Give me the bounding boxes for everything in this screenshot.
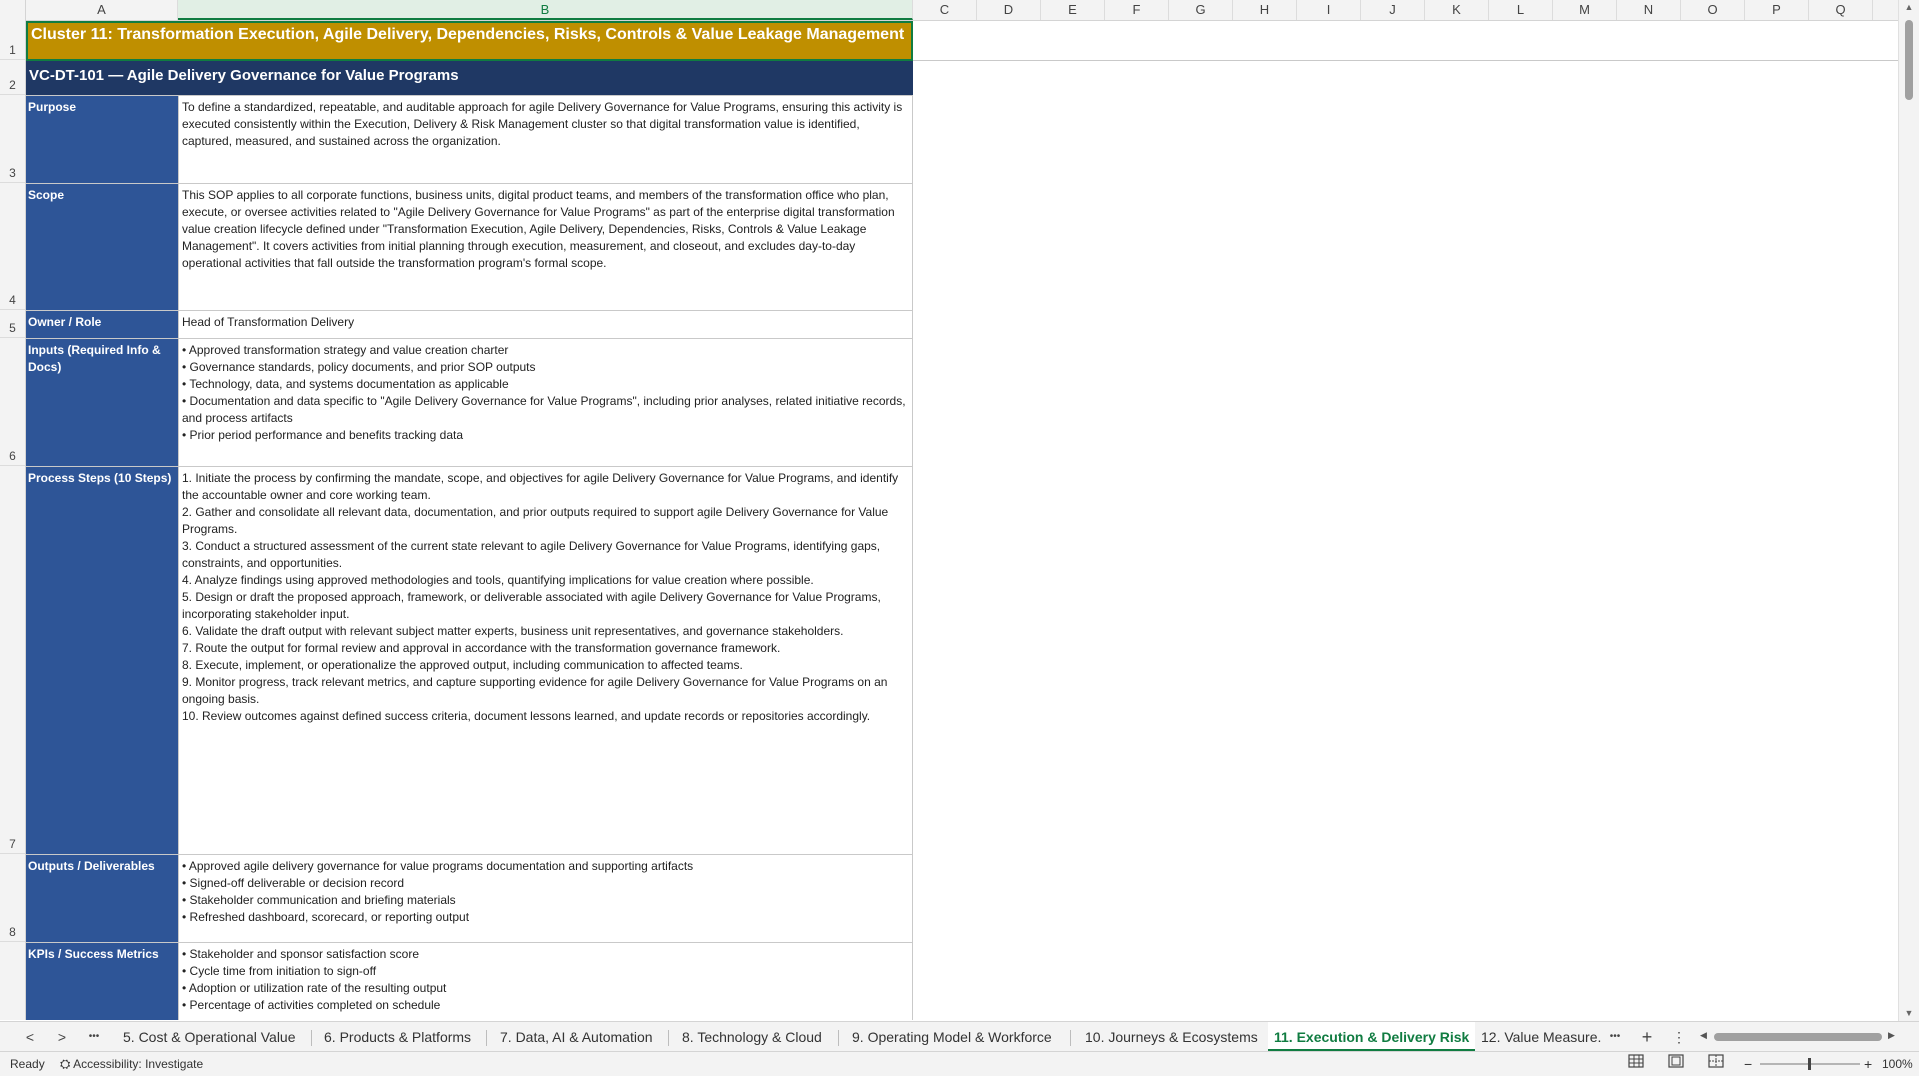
- column-header-m[interactable]: M: [1553, 0, 1617, 20]
- field-label[interactable]: Purpose: [26, 96, 178, 183]
- text-line: 2. Gather and consolidate all relevant data, documentation, and prior outputs required to support agile Delivery Governance for Value Programs.: [182, 505, 889, 536]
- column-header-k[interactable]: K: [1425, 0, 1489, 20]
- normal-view-icon[interactable]: [1628, 1052, 1644, 1076]
- more-sheets-left-button[interactable]: •••: [88, 1031, 100, 1042]
- field-value[interactable]: [178, 467, 913, 854]
- field-value[interactable]: [178, 184, 913, 310]
- text-line: • Stakeholder and sponsor satisfaction score: [182, 947, 419, 961]
- column-header-a[interactable]: A: [26, 0, 178, 20]
- vertical-scrollbar[interactable]: [1898, 0, 1919, 1022]
- text-line: • Cycle time from initiation to sign-off: [182, 964, 377, 978]
- text-line: This SOP applies to all corporate functions, business units, digital product teams, and members of the transformation office who plan, execute, or oversee activities related to "Agile Delivery Governance for Value Programs" as part of the enterprise digital transformation value creation lifecycle defined under "Transformation Execution, Agile Delivery, Dependencies, Risks, Controls & Value Leakage Management". It covers activities from initial planning through execution, measurement, and closeout, and excludes day-to-day operational activities that fall outside the transformation program's formal scope.: [182, 188, 895, 270]
- text-line: • Governance standards, policy documents, and prior SOP outputs: [182, 360, 536, 374]
- page-layout-view-icon[interactable]: [1668, 1052, 1684, 1076]
- cluster-title-cell[interactable]: Cluster 11: Transformation Execution, Agile Delivery, Dependencies, Risks, Controls & Value Leakage Management: [26, 21, 913, 61]
- process-steps-row: [26, 467, 913, 855]
- row-header-7[interactable]: 7: [0, 466, 25, 854]
- row-header-1[interactable]: 1: [0, 20, 25, 60]
- text-line: 6. Validate the draft output with relevant subject matter experts, business unit representatives, and governance stakeholders.: [182, 624, 844, 638]
- field-label[interactable]: Inputs (Required Info & Docs): [26, 339, 178, 466]
- text-line: • Approved transformation strategy and value creation charter: [182, 343, 509, 357]
- prev-sheet-button[interactable]: <: [25, 1029, 35, 1045]
- sheet-options-icon[interactable]: ⋮: [1672, 1029, 1686, 1045]
- column-header-bar: [0, 0, 1899, 21]
- kpis-row: [26, 943, 913, 1020]
- row-header-5[interactable]: 5: [0, 310, 25, 338]
- tab-cost-operational-value[interactable]: 5. Cost & Operational Value: [123, 1029, 296, 1045]
- zoom-out-button[interactable]: −: [1744, 1056, 1753, 1072]
- field-value[interactable]: [178, 855, 913, 942]
- tab-operating-model-workforce[interactable]: 9. Operating Model & Workforce: [852, 1029, 1052, 1045]
- text-line: • Stakeholder communication and briefing materials: [182, 893, 456, 907]
- column-header-g[interactable]: G: [1169, 0, 1233, 20]
- field-value[interactable]: [178, 339, 913, 466]
- text-line: 8. Execute, implement, or operationalize the approved output, including communication to affected teams.: [182, 658, 743, 672]
- tab-data-ai-automation[interactable]: 7. Data, AI & Automation: [500, 1029, 653, 1045]
- text-line: • Percentage of activities completed on schedule: [182, 998, 441, 1012]
- inputs-row: [26, 339, 913, 467]
- purpose-row: [26, 96, 913, 184]
- column-header-o[interactable]: O: [1681, 0, 1745, 20]
- column-header-c[interactable]: C: [913, 0, 977, 20]
- outputs-row: [26, 855, 913, 943]
- zoom-slider[interactable]: [1760, 1052, 1860, 1084]
- tab-separator: [838, 1030, 839, 1046]
- horizontal-scroll-thumb[interactable]: [1714, 1033, 1882, 1041]
- tab-separator: [1070, 1030, 1071, 1046]
- vertical-scroll-thumb[interactable]: [1905, 20, 1913, 100]
- tab-execution-delivery-risk[interactable]: 11. Execution & Delivery Risk: [1268, 1022, 1475, 1052]
- text-line: • Documentation and data specific to "Agile Delivery Governance for Value Programs", including prior analyses, related initiative records, and process artifacts: [182, 394, 906, 425]
- tab-value-measure[interactable]: 12. Value Measure.: [1481, 1029, 1602, 1045]
- column-header-l[interactable]: L: [1489, 0, 1553, 20]
- column-header-e[interactable]: E: [1041, 0, 1105, 20]
- tab-separator: [668, 1030, 669, 1046]
- scope-row: [26, 184, 913, 311]
- scroll-left-icon[interactable]: ◀: [1700, 1030, 1707, 1040]
- row-header-2[interactable]: 2: [0, 60, 25, 95]
- next-sheet-button[interactable]: >: [57, 1029, 67, 1045]
- field-label[interactable]: Scope: [26, 184, 178, 310]
- column-header-n[interactable]: N: [1617, 0, 1681, 20]
- text-line: 7. Route the output for formal review and approval in accordance with the transformation governance framework.: [182, 641, 781, 655]
- tab-products-platforms[interactable]: 6. Products & Platforms: [324, 1029, 472, 1045]
- sop-title-cell[interactable]: VC-DT-101 — Agile Delivery Governance for Value Programs: [26, 61, 913, 96]
- page-break-view-icon[interactable]: [1708, 1052, 1724, 1076]
- text-line: • Signed-off deliverable or decision record: [182, 876, 405, 890]
- text-line: 5. Design or draft the proposed approach, framework, or deliverable associated with agile Delivery Governance for Value Programs, incorporating stakeholder input.: [182, 590, 881, 621]
- field-label[interactable]: Outputs / Deliverables: [26, 855, 178, 942]
- sheet-grid: [26, 21, 913, 1020]
- column-header-b[interactable]: B: [178, 0, 913, 20]
- column-header-i[interactable]: I: [1297, 0, 1361, 20]
- accessibility-status[interactable]: [60, 1052, 203, 1076]
- scroll-down-icon[interactable]: ▼: [1904, 1008, 1914, 1018]
- field-value[interactable]: [178, 943, 913, 1020]
- text-line: To define a standardized, repeatable, and auditable approach for agile Delivery Governance for Value Programs, ensuring this activity is executed consistently within the Execution, Delivery & Risk Management cluster so that digital transformation value is identified, captured, measured, and sustained across the organization.: [182, 100, 903, 148]
- row-header-6[interactable]: 6: [0, 338, 25, 466]
- more-sheets-right-button[interactable]: •••: [1609, 1031, 1621, 1042]
- scroll-up-icon[interactable]: ▲: [1904, 2, 1914, 12]
- column-header-q[interactable]: Q: [1809, 0, 1873, 20]
- text-line: • Adoption or utilization rate of the resulting output: [182, 981, 447, 995]
- select-all-corner[interactable]: [0, 0, 26, 20]
- add-sheet-button[interactable]: +: [1641, 1027, 1653, 1047]
- scroll-right-icon[interactable]: ▶: [1888, 1030, 1895, 1040]
- text-line: • Refreshed dashboard, scorecard, or reporting output: [182, 910, 470, 924]
- row-header-8[interactable]: 8: [0, 854, 25, 942]
- row-header-4[interactable]: 4: [0, 183, 25, 310]
- text-line: • Technology, data, and systems documentation as applicable: [182, 377, 509, 391]
- text-line: 10. Review outcomes against defined success criteria, document lessons learned, and update records or repositories accordingly.: [182, 709, 871, 723]
- field-label[interactable]: Owner / Role: [26, 311, 178, 338]
- field-label[interactable]: Process Steps (10 Steps): [26, 467, 178, 854]
- text-line: • Approved agile delivery governance for value programs documentation and supporting artifacts: [182, 859, 694, 873]
- column-header-f[interactable]: F: [1105, 0, 1169, 20]
- status-ready-text: Ready: [10, 1057, 45, 1071]
- column-header-p[interactable]: P: [1745, 0, 1809, 20]
- row-header-bar: [0, 20, 26, 1020]
- sheet-tab-bar: [0, 1021, 1919, 1052]
- status-bar: [0, 1051, 1919, 1076]
- column-header-h[interactable]: H: [1233, 0, 1297, 20]
- field-label[interactable]: KPIs / Success Metrics: [26, 943, 178, 1020]
- accessibility-label: Accessibility: Investigate: [73, 1057, 204, 1071]
- field-value[interactable]: [178, 311, 913, 338]
- tab-technology-cloud[interactable]: 8. Technology & Cloud: [682, 1029, 822, 1045]
- column-header-j[interactable]: J: [1361, 0, 1425, 20]
- text-line: 1. Initiate the process by confirming the mandate, scope, and objectives for agile Delivery Governance for Value Programs, and identify the accountable owner and core working team.: [182, 471, 899, 502]
- tab-journeys-ecosystems[interactable]: 10. Journeys & Ecosystems: [1085, 1029, 1258, 1045]
- empty-grid-area: [913, 21, 1899, 61]
- text-line: 9. Monitor progress, track relevant metrics, and capture supporting evidence for agile Delivery Governance for Value Programs on an ongoing basis.: [182, 675, 888, 706]
- tab-separator: [486, 1030, 487, 1046]
- text-line: Head of Transformation Delivery: [182, 315, 355, 329]
- horizontal-scrollbar[interactable]: [1700, 1030, 1900, 1044]
- text-line: 4. Analyze findings using approved methodologies and tools, quantifying implications for value creation where possible.: [182, 573, 814, 587]
- field-value[interactable]: [178, 96, 913, 183]
- accessibility-icon: ⛭: [60, 1056, 71, 1071]
- zoom-level[interactable]: 100%: [1882, 1057, 1913, 1071]
- tab-separator: [311, 1030, 312, 1046]
- owner-row: [26, 311, 913, 339]
- zoom-in-button[interactable]: +: [1864, 1056, 1873, 1072]
- row-header-3[interactable]: 3: [0, 95, 25, 183]
- column-header-d[interactable]: D: [977, 0, 1041, 20]
- text-line: 3. Conduct a structured assessment of the current state relevant to agile Delivery Governance for Value Programs, identifying gaps, constraints, and opportunities.: [182, 539, 881, 570]
- text-line: • Prior period performance and benefits tracking data: [182, 428, 464, 442]
